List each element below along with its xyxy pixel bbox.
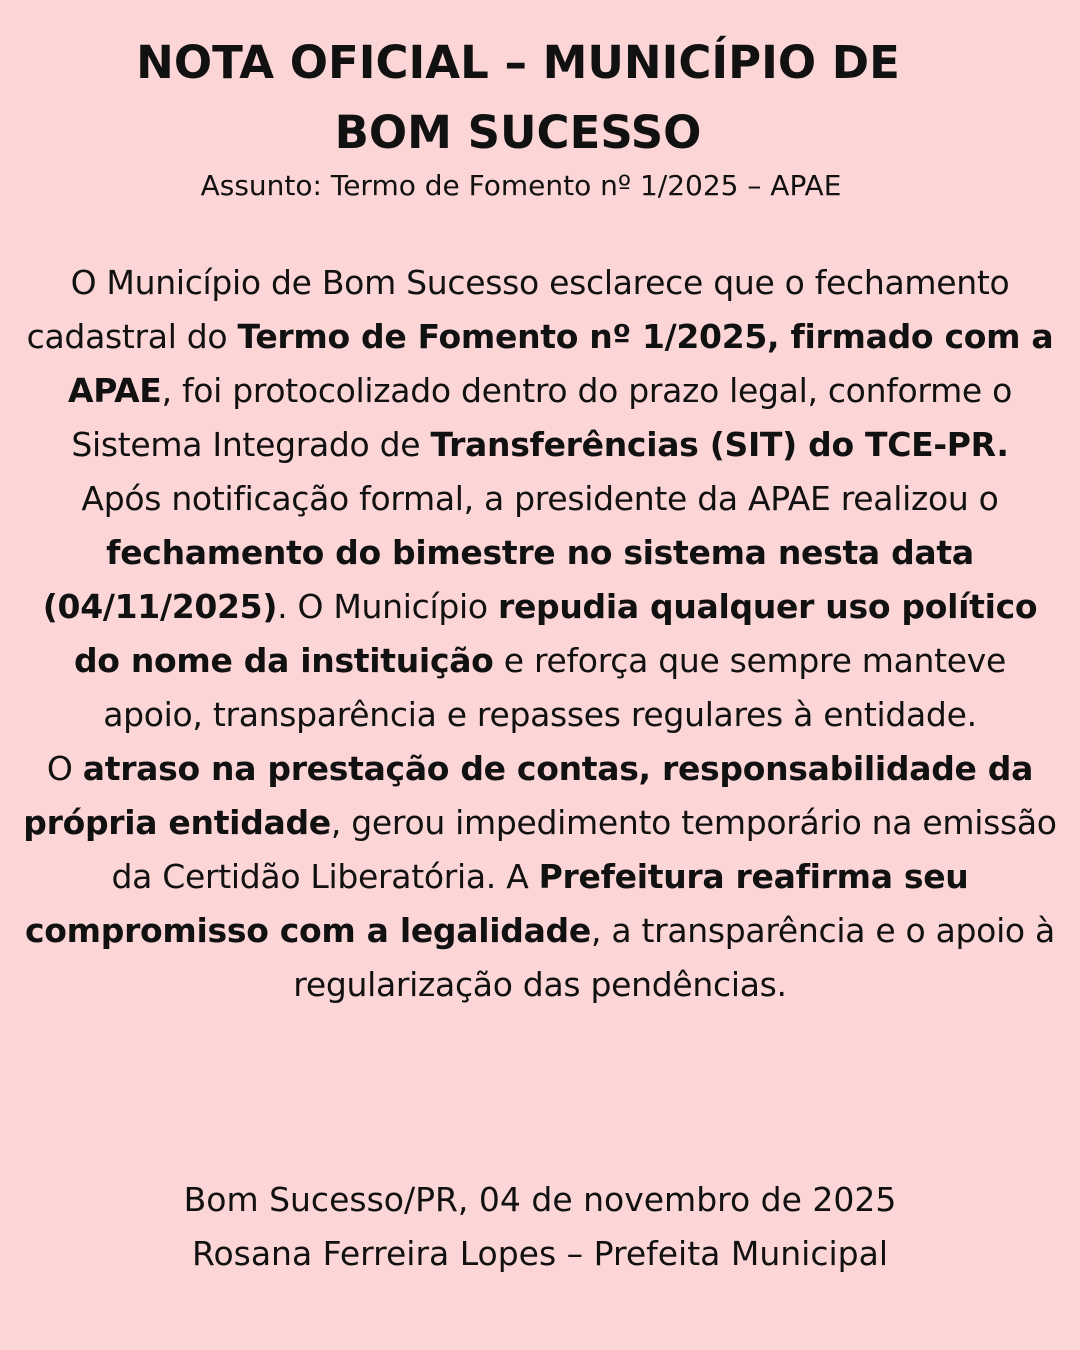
paragraph-1-text-2: , foi protocolizado dentro do prazo legal, conforme o Sistema Integrado de (71, 371, 1013, 464)
closing-block (0, 1173, 1080, 1281)
paragraph-3 (20, 742, 1060, 1012)
note-body (20, 256, 1060, 1012)
signature: Rosana Ferreira Lopes – Prefeita Municipal (192, 1234, 888, 1273)
paragraph-2-bold-2: repudia qualquer uso político do nome da instituição (73, 587, 1038, 680)
paragraph-2-bold-1: fechamento do bimestre no sistema nesta data (04/11/2025) (42, 533, 974, 626)
subject-line: Assunto: Termo de Fomento nº 1/2025 – APAE (200, 169, 842, 202)
page-title (0, 28, 1036, 168)
paragraph-1-bold-2: Transferências (SIT) do TCE-PR. (430, 425, 1009, 464)
paragraph-3-text-2: , gerou impedimento temporário na emissão da Certidão Liberatória. A (111, 803, 1057, 896)
paragraph-3-text-1: O (46, 749, 83, 788)
paragraph-1 (20, 256, 1060, 472)
place-date: Bom Sucesso/PR, 04 de novembro de 2025 (183, 1180, 897, 1219)
paragraph-2 (20, 472, 1060, 742)
paragraph-2-text-3: e reforça que sempre manteve apoio, transparência e repasses regulares à entidade. (103, 641, 1007, 734)
paragraph-1-text-1: O Município de Bom Sucesso esclarece que o fechamento cadastral do (26, 263, 1010, 356)
paragraph-1-bold-1: Termo de Fomento nº 1/2025, firmado com a APAE (67, 317, 1054, 410)
title-line-2: BOM SUCESSO (334, 106, 702, 159)
paragraph-2-text-2: . O Município (277, 587, 498, 626)
paragraph-2-text-1: Após notificação formal, a presidente da APAE realizou o (81, 479, 999, 518)
paragraph-3-bold-1: atraso na prestação de contas, responsabilidade da própria entidade (23, 749, 1034, 842)
paragraph-3-text-3: , a transparência e o apoio à regularização das pendências. (293, 911, 1055, 1004)
title-line-1: NOTA OFICIAL – MUNICÍPIO DE (136, 36, 900, 89)
paragraph-3-bold-2: Prefeitura reafirma seu compromisso com a legalidade (25, 857, 969, 950)
